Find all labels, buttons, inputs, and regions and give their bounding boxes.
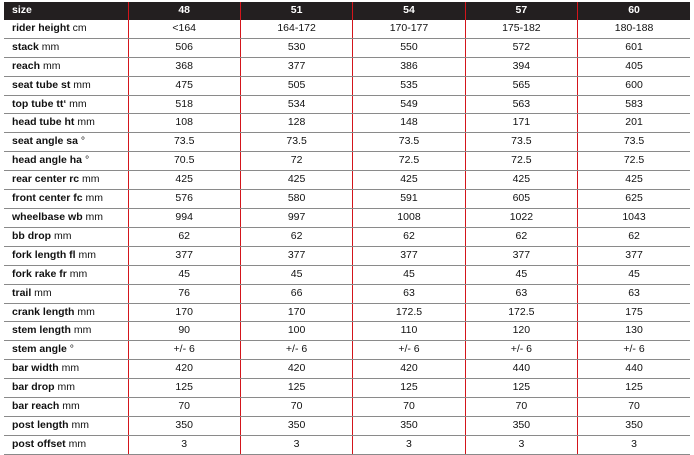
table-row <box>4 284 690 303</box>
table-cell: 377 <box>578 246 690 265</box>
table-cell: 62 <box>240 227 352 246</box>
header-size-51: 51 <box>240 2 352 20</box>
table-body <box>4 20 690 454</box>
table-row <box>4 227 690 246</box>
header-size-48: 48 <box>128 2 240 20</box>
row-label <box>4 20 128 38</box>
table-cell: 425 <box>128 171 240 190</box>
table-cell: 506 <box>128 38 240 57</box>
table-cell: 125 <box>465 379 577 398</box>
row-label-unit: mm <box>40 59 61 72</box>
table-row <box>4 76 690 95</box>
table-cell: 534 <box>240 95 352 114</box>
table-cell: 530 <box>240 38 352 57</box>
table-cell: 368 <box>128 57 240 76</box>
table-cell: 572 <box>465 38 577 57</box>
row-label <box>4 76 128 95</box>
table-cell: 440 <box>465 360 577 379</box>
table-cell: 580 <box>240 190 352 209</box>
table-cell: 600 <box>578 76 690 95</box>
table-cell: 172.5 <box>353 303 465 322</box>
table-cell: 175 <box>578 303 690 322</box>
row-label-name: bar width <box>12 362 59 375</box>
header-row <box>4 2 690 20</box>
table-cell: 583 <box>578 95 690 114</box>
row-label-name: crank length <box>12 305 75 318</box>
row-label-name: post length <box>12 418 69 431</box>
table-row <box>4 416 690 435</box>
table-cell: 425 <box>465 171 577 190</box>
row-label <box>4 171 128 190</box>
table-cell: 549 <box>353 95 465 114</box>
table-cell: 70 <box>240 398 352 417</box>
table-cell: 405 <box>578 57 690 76</box>
row-label <box>4 190 128 209</box>
table-cell: 425 <box>578 171 690 190</box>
table-cell: 175-182 <box>465 20 577 38</box>
table-row <box>4 20 690 38</box>
table-cell: 62 <box>353 227 465 246</box>
table-cell: 66 <box>240 284 352 303</box>
row-label-unit: mm <box>58 362 80 375</box>
table-cell: 108 <box>128 114 240 133</box>
table-row <box>4 190 690 209</box>
table-cell: 45 <box>578 265 690 284</box>
row-label <box>4 95 128 114</box>
table-cell: 3 <box>465 435 577 454</box>
table-cell: 73.5 <box>353 133 465 152</box>
table-cell: 3 <box>578 435 690 454</box>
row-label-name: stem angle <box>12 343 67 356</box>
table-cell: 45 <box>465 265 577 284</box>
table-row <box>4 341 690 360</box>
table-row <box>4 95 690 114</box>
table-cell: 420 <box>353 360 465 379</box>
table-cell: 125 <box>128 379 240 398</box>
table-cell: 201 <box>578 114 690 133</box>
table-cell: 62 <box>128 227 240 246</box>
table-cell: 505 <box>240 76 352 95</box>
table-cell: 72.5 <box>353 152 465 171</box>
table-cell: 63 <box>353 284 465 303</box>
row-label-name: bb drop <box>12 229 52 242</box>
table-cell: 3 <box>128 435 240 454</box>
table-cell: 350 <box>465 416 577 435</box>
table-row <box>4 133 690 152</box>
table-cell: 63 <box>465 284 577 303</box>
table-cell: +/- 6 <box>240 341 352 360</box>
row-label-name: rear center rc <box>12 173 80 186</box>
table-cell: 73.5 <box>240 133 352 152</box>
row-label-unit: ° <box>82 154 90 167</box>
row-label-name: stem length <box>12 324 71 337</box>
row-label-name: bar drop <box>12 381 55 394</box>
table-cell: 125 <box>240 379 352 398</box>
table-cell: 350 <box>578 416 690 435</box>
table-cell: 100 <box>240 322 352 341</box>
table-cell: 350 <box>128 416 240 435</box>
row-label <box>4 416 128 435</box>
geometry-table-container <box>4 2 690 455</box>
table-cell: 172.5 <box>465 303 577 322</box>
row-label-unit: mm <box>66 97 87 110</box>
row-label <box>4 284 128 303</box>
row-label <box>4 227 128 246</box>
table-cell: 128 <box>240 114 352 133</box>
table-cell: 605 <box>465 190 577 209</box>
table-row <box>4 379 690 398</box>
table-cell: 130 <box>578 322 690 341</box>
row-label-unit: mm <box>66 267 88 280</box>
table-cell: 70 <box>128 398 240 417</box>
table-cell: 394 <box>465 57 577 76</box>
row-label <box>4 398 128 417</box>
table-row <box>4 322 690 341</box>
table-cell: 125 <box>578 379 690 398</box>
row-label-name: head tube ht <box>12 116 75 129</box>
table-cell: 601 <box>578 38 690 57</box>
table-cell: +/- 6 <box>465 341 577 360</box>
row-label <box>4 114 128 133</box>
table-cell: 170-177 <box>353 20 465 38</box>
row-label-unit: mm <box>82 210 104 223</box>
table-cell: 76 <box>128 284 240 303</box>
table-cell: 171 <box>465 114 577 133</box>
table-cell: 164-172 <box>240 20 352 38</box>
table-row <box>4 265 690 284</box>
table-cell: 90 <box>128 322 240 341</box>
row-label-unit: mm <box>51 229 72 242</box>
table-cell: 3 <box>240 435 352 454</box>
table-row <box>4 398 690 417</box>
table-cell: 148 <box>353 114 465 133</box>
table-cell: 120 <box>465 322 577 341</box>
header-size-57: 57 <box>465 2 577 20</box>
table-cell: 425 <box>240 171 352 190</box>
table-cell: 420 <box>128 360 240 379</box>
row-label-unit: mm <box>68 418 89 431</box>
table-cell: 3 <box>353 435 465 454</box>
table-cell: 386 <box>353 57 465 76</box>
row-label-unit: mm <box>75 248 97 261</box>
table-header <box>4 2 690 20</box>
table-row <box>4 208 690 227</box>
table-cell: 62 <box>578 227 690 246</box>
row-label-unit: mm <box>59 400 80 413</box>
row-label-unit: mm <box>82 192 104 205</box>
table-cell: 440 <box>578 360 690 379</box>
row-label-name: seat tube st <box>12 78 71 91</box>
table-cell: 73.5 <box>128 133 240 152</box>
row-label <box>4 322 128 341</box>
table-cell: <164 <box>128 20 240 38</box>
table-cell: 72.5 <box>465 152 577 171</box>
row-label-name: seat angle sa <box>12 135 78 148</box>
row-label <box>4 360 128 379</box>
table-cell: 70 <box>353 398 465 417</box>
row-label-name: wheelbase wb <box>12 210 83 223</box>
row-label <box>4 265 128 284</box>
row-label-name: top tube tt‘ <box>12 97 67 110</box>
table-cell: 70.5 <box>128 152 240 171</box>
row-label-unit: cm <box>69 21 87 34</box>
table-cell: 45 <box>353 265 465 284</box>
table-cell: 1043 <box>578 208 690 227</box>
table-cell: 125 <box>353 379 465 398</box>
table-cell: 377 <box>128 246 240 265</box>
table-cell: 62 <box>465 227 577 246</box>
table-cell: 565 <box>465 76 577 95</box>
row-label-unit: mm <box>38 40 60 53</box>
row-label-unit: mm <box>74 116 95 129</box>
table-row <box>4 360 690 379</box>
table-cell: 72 <box>240 152 352 171</box>
row-label-name: head angle ha <box>12 154 83 167</box>
row-label <box>4 38 128 57</box>
row-label-unit: mm <box>74 305 95 318</box>
table-cell: 170 <box>240 303 352 322</box>
row-label <box>4 303 128 322</box>
table-cell: 475 <box>128 76 240 95</box>
row-label-name: reach <box>12 59 41 72</box>
table-cell: 73.5 <box>578 133 690 152</box>
row-label-name: stack <box>12 40 39 53</box>
table-row <box>4 57 690 76</box>
row-label-unit: mm <box>79 173 100 186</box>
header-size-54: 54 <box>353 2 465 20</box>
row-label-name: fork length fl <box>12 248 76 261</box>
table-cell: 170 <box>128 303 240 322</box>
table-cell: 377 <box>465 246 577 265</box>
row-label-unit: mm <box>70 78 91 91</box>
table-cell: 1008 <box>353 208 465 227</box>
table-cell: 563 <box>465 95 577 114</box>
table-cell: 625 <box>578 190 690 209</box>
row-label-name: front center fc <box>12 192 83 205</box>
row-label-name: rider height <box>12 21 70 34</box>
row-label <box>4 152 128 171</box>
row-label-unit: ° <box>66 343 74 356</box>
table-cell: 994 <box>128 208 240 227</box>
table-cell: 576 <box>128 190 240 209</box>
row-label-unit: mm <box>54 381 76 394</box>
table-cell: +/- 6 <box>353 341 465 360</box>
table-cell: +/- 6 <box>128 341 240 360</box>
table-cell: 377 <box>240 246 352 265</box>
table-cell: 72.5 <box>578 152 690 171</box>
row-label <box>4 379 128 398</box>
row-label <box>4 57 128 76</box>
table-row <box>4 303 690 322</box>
table-cell: 45 <box>128 265 240 284</box>
table-cell: 45 <box>240 265 352 284</box>
row-label-unit: ° <box>77 135 86 148</box>
table-cell: 518 <box>128 95 240 114</box>
table-row <box>4 114 690 133</box>
row-label-name: bar reach <box>12 400 60 413</box>
row-label-unit: mm <box>70 324 92 337</box>
row-label <box>4 341 128 360</box>
table-row <box>4 38 690 57</box>
table-cell: 73.5 <box>465 133 577 152</box>
table-row <box>4 246 690 265</box>
row-label-unit: mm <box>31 286 52 299</box>
table-cell: 70 <box>578 398 690 417</box>
row-label <box>4 435 128 454</box>
row-label-name: trail <box>12 286 32 299</box>
row-label-name: fork rake fr <box>12 267 67 280</box>
table-cell: 420 <box>240 360 352 379</box>
row-label <box>4 246 128 265</box>
table-cell: 550 <box>353 38 465 57</box>
table-cell: +/- 6 <box>578 341 690 360</box>
table-row <box>4 152 690 171</box>
table-cell: 377 <box>240 57 352 76</box>
table-row <box>4 435 690 454</box>
table-cell: 70 <box>465 398 577 417</box>
row-label-unit: mm <box>65 437 87 450</box>
table-cell: 1022 <box>465 208 577 227</box>
row-label-name: post offset <box>12 437 66 450</box>
table-cell: 535 <box>353 76 465 95</box>
table-cell: 997 <box>240 208 352 227</box>
table-cell: 377 <box>353 246 465 265</box>
table-row <box>4 171 690 190</box>
row-label <box>4 133 128 152</box>
table-cell: 425 <box>353 171 465 190</box>
table-cell: 350 <box>240 416 352 435</box>
header-size-60: 60 <box>578 2 690 20</box>
geometry-table <box>4 2 690 455</box>
row-label <box>4 208 128 227</box>
header-size-label: size <box>4 2 128 20</box>
table-cell: 63 <box>578 284 690 303</box>
table-cell: 591 <box>353 190 465 209</box>
table-cell: 110 <box>353 322 465 341</box>
table-cell: 180-188 <box>578 20 690 38</box>
table-cell: 350 <box>353 416 465 435</box>
